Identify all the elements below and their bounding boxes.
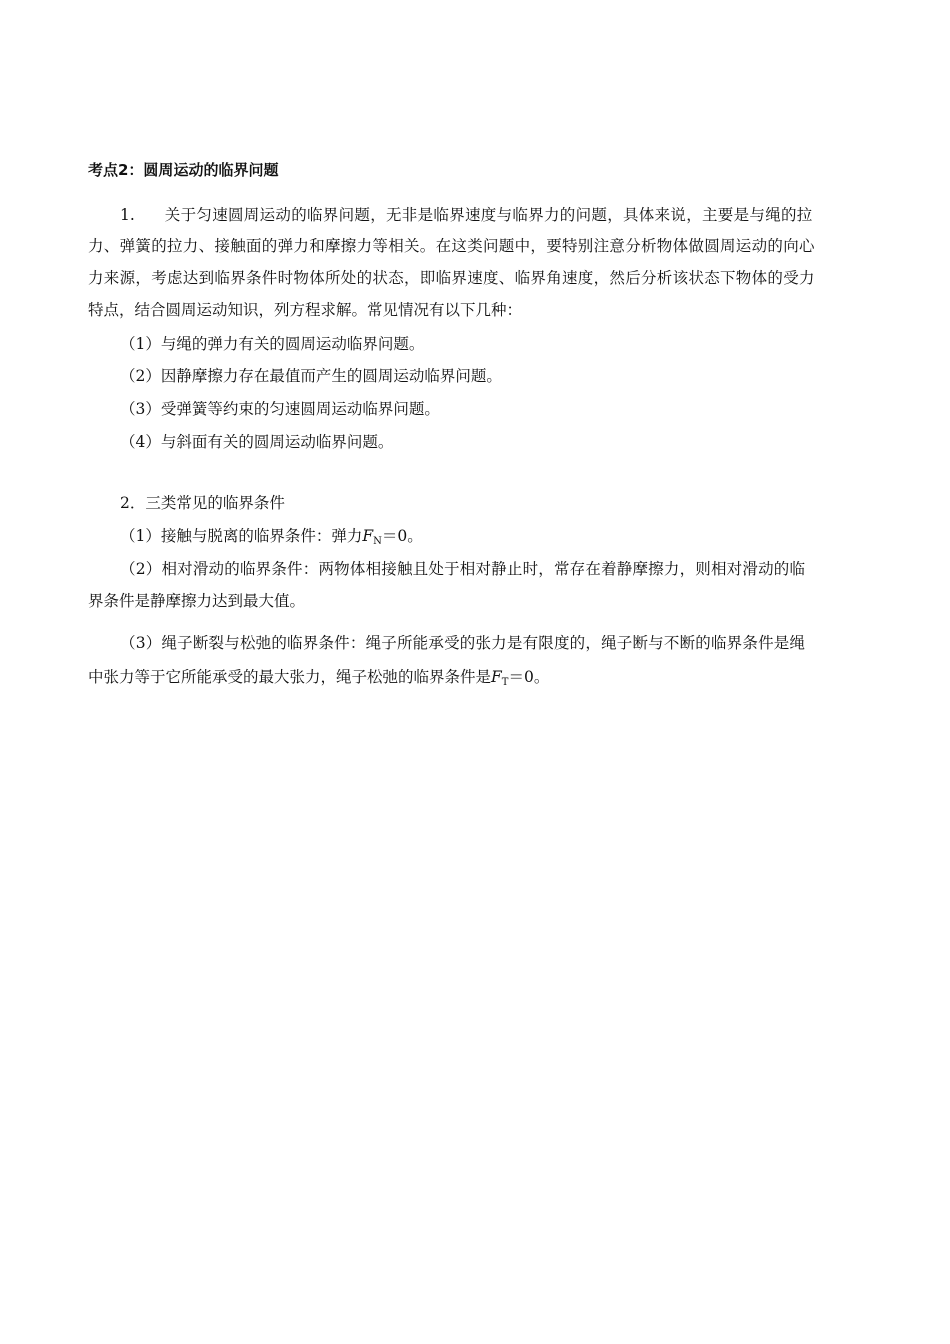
condition-2-line-2: 界条件是静摩擦力达到最大值。 bbox=[88, 592, 306, 610]
force-subscript: T bbox=[501, 677, 509, 688]
list-item: （1）与绳的弹力有关的圆周运动临界问题。 bbox=[120, 335, 425, 353]
condition-3-line-1: （3）绳子断裂与松弛的临界条件：绳子所能承受的张力是有限度的，绳子断与不断的临界条件是绳 bbox=[120, 634, 806, 652]
condition-1: （1）接触与脱离的临界条件：弹力$F_N=0$。 bbox=[120, 527, 423, 547]
list-item: （3）受弹簧等约束的匀速圆周运动临界问题。 bbox=[120, 400, 440, 418]
section-heading: 考点2：圆周运动的临界问题 bbox=[88, 161, 279, 179]
paragraph-1-line-1 bbox=[120, 205, 854, 225]
paragraph-1-line-2: 力、弹簧的拉力、接触面的弹力和摩擦力等相关。在这类问题中，要特别注意分析物体做圆周运动的向心 bbox=[88, 237, 815, 255]
condition-3-line-2: 中张力等于它所能承受的最大张力，绳子松弛的临界条件是$F_T=0$。 bbox=[88, 668, 550, 688]
paragraph-number: 1. bbox=[120, 206, 135, 224]
paragraph-text: 关于匀速圆周运动的临界问题，无非是临界速度与临界力的问题，具体来说，主要是与绳的拉 bbox=[164, 206, 813, 224]
list-item: （4）与斜面有关的圆周运动临界问题。 bbox=[120, 433, 394, 451]
condition-2-line-1: （2）相对滑动的临界条件：两物体相接触且处于相对静止时，常存在着静摩擦力，则相对滑动的临 bbox=[120, 560, 806, 578]
force-subscript: N bbox=[373, 536, 382, 547]
paragraph-1-line-4: 特点，结合圆周运动知识，列方程求解。常见情况有以下几种： bbox=[88, 301, 523, 319]
paragraph-1-line-3: 力来源，考虑达到临界条件时物体所处的状态，即临界速度、临界角速度，然后分析该状态下物体的受力 bbox=[88, 269, 815, 287]
list-item: （2）因静摩擦力存在最值而产生的圆周运动临界问题。 bbox=[120, 367, 502, 385]
force-variable: F bbox=[362, 527, 374, 545]
section-2-title: 2．三类常见的临界条件 bbox=[120, 494, 285, 512]
force-variable: F bbox=[491, 668, 502, 686]
